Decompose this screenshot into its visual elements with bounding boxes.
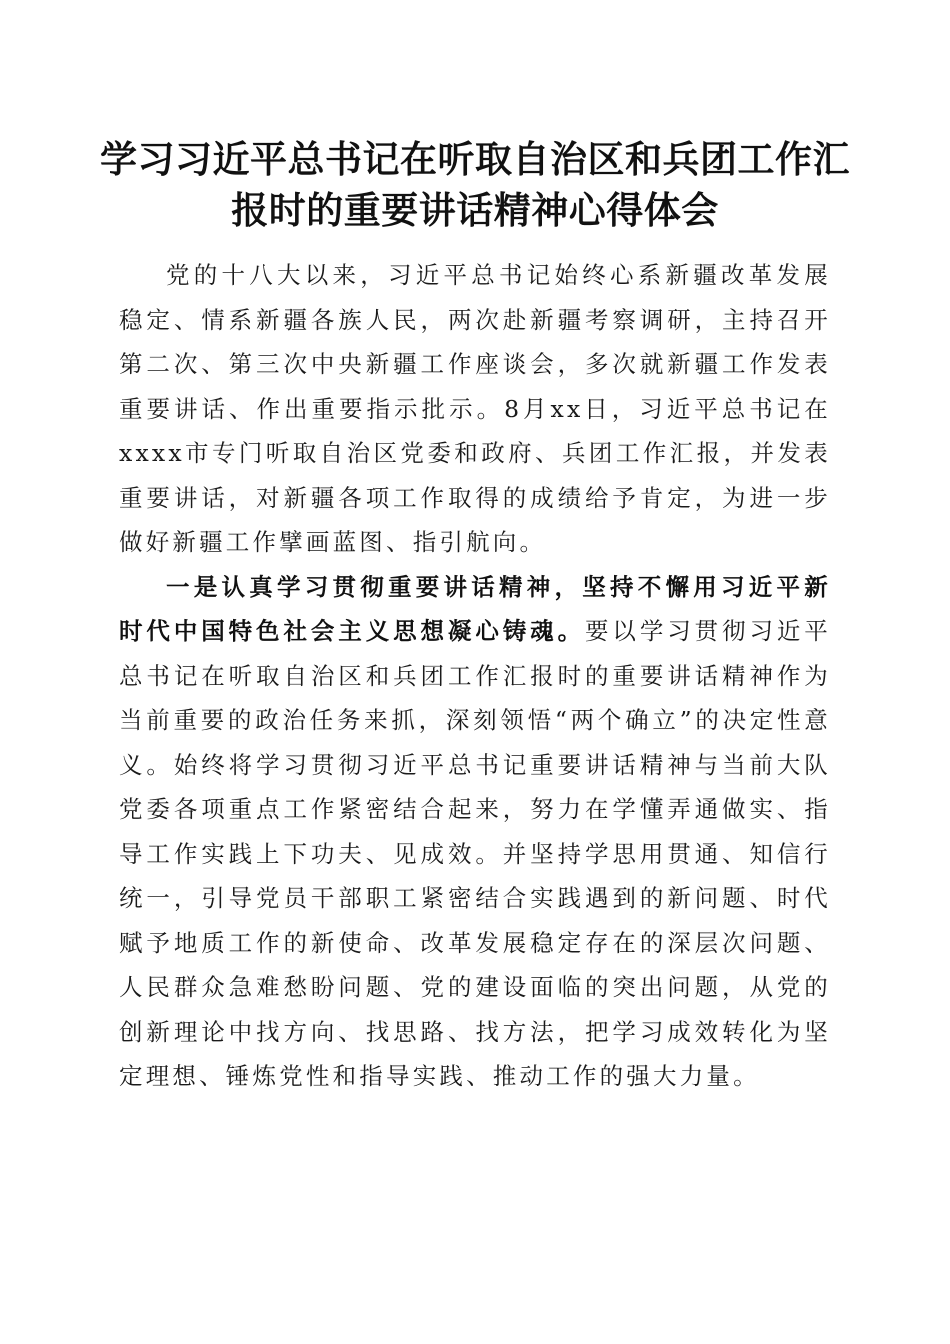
paragraph-text: 要以学习贯彻习近平总书记在听取自治区和兵团工作汇报时的重要讲话精神作为当前重要的政治任务来抓，深刻领悟“两个确立”的决定性意义。始终将学习贯彻习近平总书记重要讲话精神与当前大队党委各项重点工作紧密结合起来，努力在学懂弄通做实、指导工作实践上下功夫、见成效。并坚持学思用贯通、知信行统一，引导党员干部职工紧密结合实践遇到的新问题、时代赋予地质工作的新使命、改革发展稳定存在的深层次问题、人民群众急难愁盼问题、党的建设面临的突出问题，从党的创新理论中找方向、找思路、找方法，把学习成效转化为坚定理想、锤炼党性和指导实践、推动工作的强大力量。 <box>119 617 831 1090</box>
paragraph-text: 党的十八大以来，习近平总书记始终心系新疆改革发展稳定、情系新疆各族人民，两次赴新疆考察调研，主持召开第二次、第三次中央新疆工作座谈会，多次就新疆工作发表重要讲话、作出重要指示批示。8月xx日，习近平总书记在xxxx市专门听取自治区党委和政府、兵团工作汇报，并发表重要讲话，对新疆各项工作取得的成绩给予肯定，为进一步做好新疆工作擘画蓝图、指引航向。 <box>119 261 831 556</box>
paragraph-point-one <box>119 565 831 1099</box>
document-body <box>119 253 831 1099</box>
paragraph-lead: 一是认真学习贯彻重要讲话精神，坚持不懈用习近平新时代中国特色社会主义思想凝心铸魂。 <box>119 572 831 645</box>
document-title: 学习习近平总书记在听取自治区和兵团工作汇报时的重要讲话精神心得体会 <box>100 137 850 232</box>
paragraph-intro <box>119 253 831 565</box>
